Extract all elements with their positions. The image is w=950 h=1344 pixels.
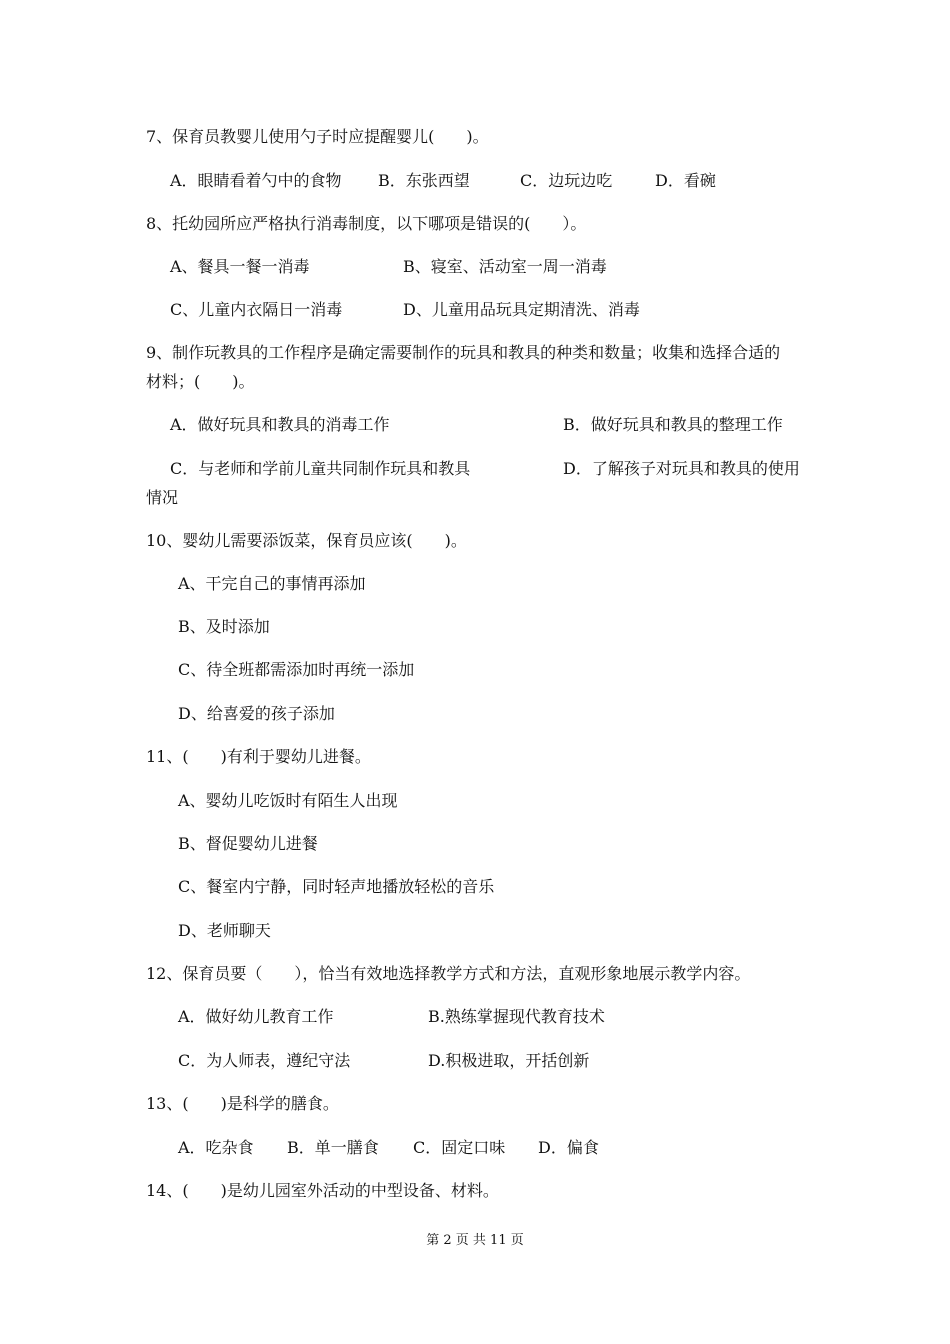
question-8-option-c: C、儿童内衣隔日一消毒 [170, 300, 343, 319]
question-9-option-d-wrap: 情况 [146, 488, 179, 507]
question-12-stem: 12、保育员要（ ），恰当有效地选择教学方式和方法，直观形象地展示教学内容。 [146, 964, 751, 983]
question-9-option-a: A．做好玩具和教具的消毒工作 [170, 415, 390, 434]
question-10-option-b: B、及时添加 [178, 617, 270, 636]
question-10-stem: 10、婴幼儿需要添饭菜，保育员应该( )。 [146, 531, 467, 550]
question-12-option-c: C．为人师表，遵纪守法 [178, 1051, 351, 1070]
question-7-option-b: B．东张西望 [378, 171, 470, 190]
question-13-option-d: D．偏食 [538, 1138, 599, 1157]
question-11-stem: 11、( )有利于婴幼儿进餐。 [146, 747, 371, 766]
question-7-option-d: D．看碗 [655, 171, 716, 190]
question-7-option-c: C．边玩边吃 [520, 171, 613, 190]
question-11-option-d: D、老师聊天 [178, 921, 271, 940]
question-11-option-b: B、督促婴幼儿进餐 [178, 834, 318, 853]
question-13-option-c: C．固定口味 [413, 1138, 506, 1157]
question-8-option-a: A、餐具一餐一消毒 [170, 257, 310, 276]
question-10-option-d: D、给喜爱的孩子添加 [178, 704, 335, 723]
page-footer: 第 2 页 共 11 页 [426, 1233, 524, 1248]
question-12-option-a: A．做好幼儿教育工作 [178, 1007, 334, 1026]
question-11-option-c: C、餐室内宁静，同时轻声地播放轻松的音乐 [178, 877, 495, 896]
question-9-option-c: C．与老师和学前儿童共同制作玩具和教具 [170, 459, 471, 478]
question-9-option-d: D．了解孩子对玩具和教具的使用 [563, 459, 800, 478]
question-9-stem-line2: 材料；( )。 [146, 372, 255, 391]
question-9-stem-line1: 9、制作玩教具的工作程序是确定需要制作的玩具和教具的种类和数量；收集和选择合适的 [146, 343, 781, 362]
question-13-option-b: B．单一膳食 [287, 1138, 379, 1157]
question-10-option-a: A、干完自己的事情再添加 [178, 574, 366, 593]
question-11-option-a: A、婴幼儿吃饭时有陌生人出现 [178, 791, 398, 810]
question-14-stem: 14、( )是幼儿园室外活动的中型设备、材料。 [146, 1181, 499, 1200]
question-8-stem: 8、托幼园所应严格执行消毒制度，以下哪项是错误的( ）。 [146, 214, 587, 233]
question-8-option-d: D、儿童用品玩具定期清洗、消毒 [403, 300, 640, 319]
question-8-option-b: B、寝室、活动室一周一消毒 [403, 257, 607, 276]
question-13-option-a: A．吃杂食 [178, 1138, 254, 1157]
question-12-option-d: D.积极进取，开括创新 [428, 1051, 590, 1070]
question-9-option-b: B．做好玩具和教具的整理工作 [563, 415, 783, 434]
question-7-option-a: A．眼睛看着勺中的食物 [170, 171, 342, 190]
question-13-stem: 13、( )是科学的膳食。 [146, 1094, 339, 1113]
question-10-option-c: C、待全班都需添加时再统一添加 [178, 660, 415, 679]
question-12-option-b: B.熟练掌握现代教育技术 [428, 1007, 605, 1026]
question-7-stem: 7、保育员教婴儿使用勺子时应提醒婴儿( )。 [146, 127, 489, 146]
